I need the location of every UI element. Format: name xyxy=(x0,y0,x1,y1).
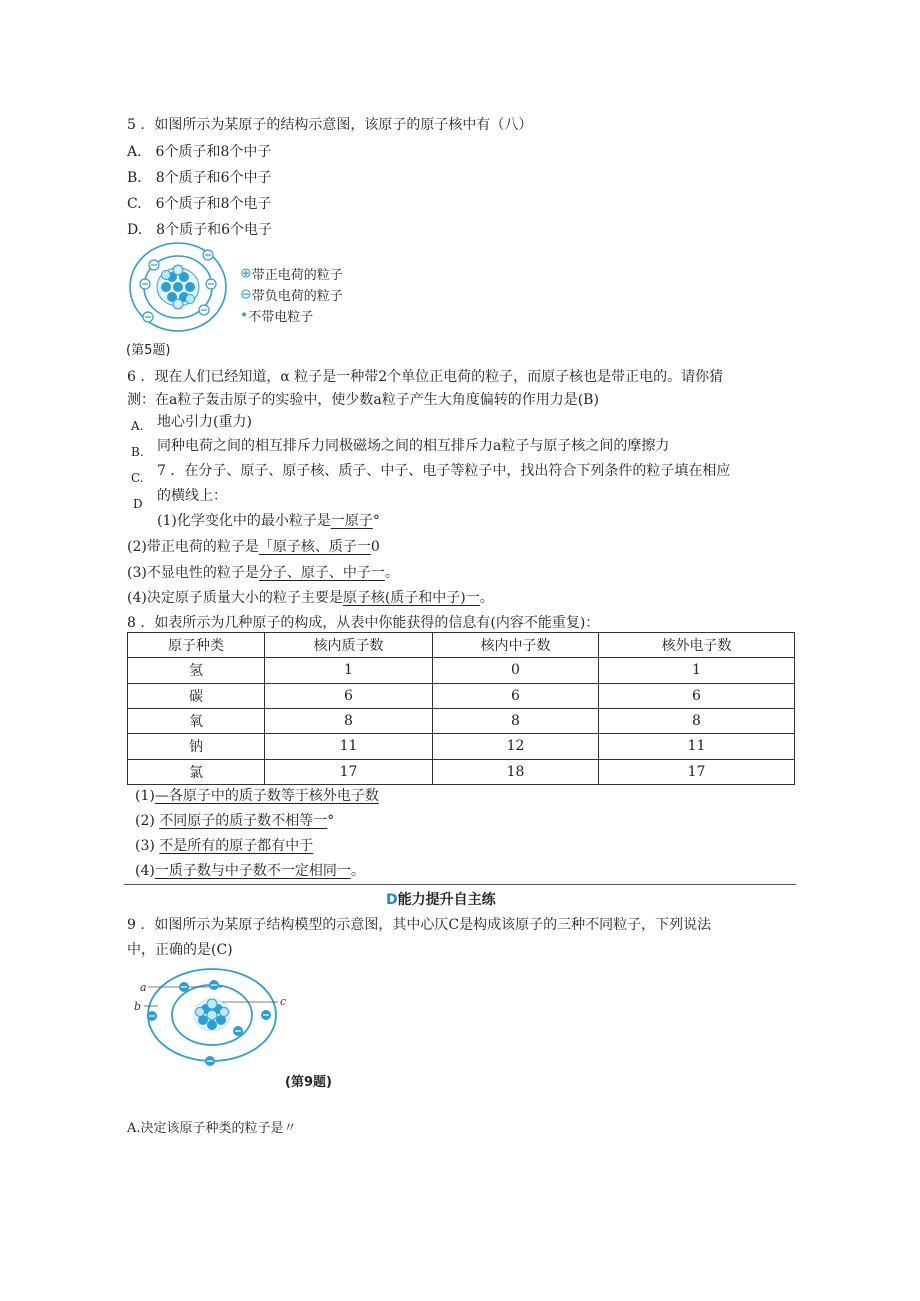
section-marker: D xyxy=(386,892,398,908)
table-cell: 11 xyxy=(599,734,795,759)
legend-positive xyxy=(240,264,343,283)
legend-neutral xyxy=(240,306,313,325)
q8-answer-2 xyxy=(135,812,334,830)
table-cell: 碳 xyxy=(128,683,265,708)
q7-item3 xyxy=(127,564,399,582)
table-cell: 8 xyxy=(265,708,433,733)
q9-label-b: b xyxy=(134,1000,142,1013)
q6-option-a: 地心引力(重力) xyxy=(157,414,252,430)
table-cell: 0 xyxy=(433,658,599,683)
q8-answer-3-text: 不是所有的原子都有中于 xyxy=(159,838,314,854)
q6-letter-b: B. xyxy=(131,445,144,459)
q9-stem-line2: 中，正确的是(C) xyxy=(127,942,233,958)
q6-stem-line1: 6 ．现在人们已经知道，α 粒子是一种带2个单位正电荷的粒子，而原子核也是带正电的。请你猜 xyxy=(127,369,724,385)
q7-item2-suffix: 0 xyxy=(370,539,380,555)
q6-letter-a: A. xyxy=(131,419,144,433)
table-header-cell: 核内质子数 xyxy=(265,633,433,658)
table-cell: 氢 xyxy=(128,658,265,683)
q7-item2-answer: 「原子核、质子一 xyxy=(258,539,371,555)
q8-answer-1 xyxy=(135,787,379,805)
q8-answer-1-text: —各原子中的质子数等于核外电子数 xyxy=(154,788,379,804)
q8-answer-4 xyxy=(135,862,365,880)
legend-positive-label: 带正电荷的粒子 xyxy=(251,268,343,283)
q8-answer-4-prefix: (4) xyxy=(135,863,155,879)
q7-item3-answer: 分子、原子、中子一 xyxy=(258,565,385,581)
table-cell: 18 xyxy=(433,759,599,784)
q9-caption: (第9题) xyxy=(285,1075,332,1090)
legend-negative xyxy=(240,285,343,304)
q7-item2 xyxy=(127,538,380,556)
q7-item1-prefix: (1)化学变化中的最小粒子是 xyxy=(157,513,331,529)
q8-answer-2-text: 不同原子的质子数不相等一 xyxy=(159,813,328,829)
table-cell: 17 xyxy=(599,759,795,784)
table-cell: 6 xyxy=(265,683,433,708)
q6-letter-c: C. xyxy=(131,471,144,485)
q6-stem-line2: 测：在a粒子轰击原子的实验中，使少数a粒子产生大角度偏转的作用力是(B) xyxy=(127,392,599,408)
table-cell: 12 xyxy=(433,734,599,759)
table-row xyxy=(128,658,795,683)
table-cell: 钠 xyxy=(128,734,265,759)
table-cell: 1 xyxy=(599,658,795,683)
q8-answer-3-prefix: (3) xyxy=(135,838,155,854)
table-cell: 17 xyxy=(265,759,433,784)
q7-item4-answer: 原子核(质子和中子)一 xyxy=(342,590,480,606)
q5-caption: (第5题) xyxy=(126,343,171,358)
q5-option-d: D. 8个质子和6个电子 xyxy=(127,222,272,238)
table-row xyxy=(128,759,795,784)
q7-item4-suffix: 。 xyxy=(479,590,494,606)
minus-circle-icon: ⊖ xyxy=(240,286,252,303)
section-heading xyxy=(386,891,496,909)
q7-item3-prefix: (3)不显电性的粒子是 xyxy=(127,565,259,581)
section-divider xyxy=(124,884,796,885)
q5-stem: 5 ．如图所示为某原子的结构示意图，该原子的原子核中有（八） xyxy=(127,117,533,133)
q5-option-b: B. 8个质子和6个中子 xyxy=(127,170,272,186)
dot-icon: • xyxy=(240,307,249,324)
q8-answer-3 xyxy=(135,837,313,855)
legend-negative-label: 带负电荷的粒子 xyxy=(251,289,343,304)
q8-answer-2-suffix: ° xyxy=(327,813,335,829)
q7-item1-suffix: ° xyxy=(372,513,380,529)
table-cell: 11 xyxy=(265,734,433,759)
table-cell: 8 xyxy=(433,708,599,733)
table-header-cell: 核内中子数 xyxy=(433,633,599,658)
q8-answer-1-prefix: (1) xyxy=(135,788,155,804)
q9-label-a: a xyxy=(140,981,147,994)
q9-label-c: c xyxy=(280,995,287,1008)
q5-option-a: A. 6个质子和8个中子 xyxy=(127,144,272,160)
table-row xyxy=(128,708,795,733)
legend-neutral-label: 不带电粒子 xyxy=(248,310,314,325)
table-row xyxy=(128,683,795,708)
q6-option-b: 同种电荷之间的相互排斥力同极磁场之间的相互排斥力a粒子与原子核之间的摩擦力 xyxy=(157,438,670,454)
plus-circle-icon: ⊕ xyxy=(240,265,252,282)
table-cell: 8 xyxy=(599,708,795,733)
table-row xyxy=(128,734,795,759)
q7-item4-prefix: (4)决定原子质量大小的粒子主要是 xyxy=(127,590,343,606)
table-cell: 氯 xyxy=(128,759,265,784)
q9-stem-line1: 9 ．如图所示为某原子结构模型的示意图，其中心仄C是构成该原子的三种不同粒子，下列说法 xyxy=(127,917,712,933)
q7-item1 xyxy=(157,512,380,530)
q9-atom-diagram xyxy=(130,965,300,1087)
q8-stem: 8 ．如表所示为几种原子的构成，从表中你能获得的信息有(内容不能重复)： xyxy=(127,615,600,631)
q9-option-a: A.决定该原子种类的粒子是〃 xyxy=(127,1121,297,1136)
q8-answer-4-text: 一质子数与中子数不一定相同一 xyxy=(154,863,351,879)
table-cell: 6 xyxy=(433,683,599,708)
q6-letter-d: D xyxy=(133,497,143,511)
q7-item2-prefix: (2)带正电荷的粒子是 xyxy=(127,539,259,555)
q8-answer-2-prefix: (2) xyxy=(135,813,155,829)
table-cell: 1 xyxy=(265,658,433,683)
atom-composition-table xyxy=(127,632,795,785)
table-header-cell: 原子种类 xyxy=(128,633,265,658)
q5-atom-diagram xyxy=(128,240,234,334)
q7-item1-answer: 一原子 xyxy=(330,513,373,529)
q8-answer-4-suffix: 。 xyxy=(350,863,365,879)
table-header-cell: 核外电子数 xyxy=(599,633,795,658)
q7-stem-line2: 的横线上： xyxy=(157,488,227,504)
section-title: 能力提升自主练 xyxy=(397,892,496,908)
table-header-row xyxy=(128,633,795,658)
table-cell: 氧 xyxy=(128,708,265,733)
table-cell: 6 xyxy=(599,683,795,708)
q7-stem-line1: 7 ．在分子、原子、原子核、质子、中子、电子等粒子中，找出符合下列条件的粒子填在相应 xyxy=(157,463,731,479)
q5-option-c: C. 6个质子和8个电子 xyxy=(127,196,272,212)
q7-item4 xyxy=(127,589,494,607)
q7-item3-suffix: 。 xyxy=(384,565,399,581)
